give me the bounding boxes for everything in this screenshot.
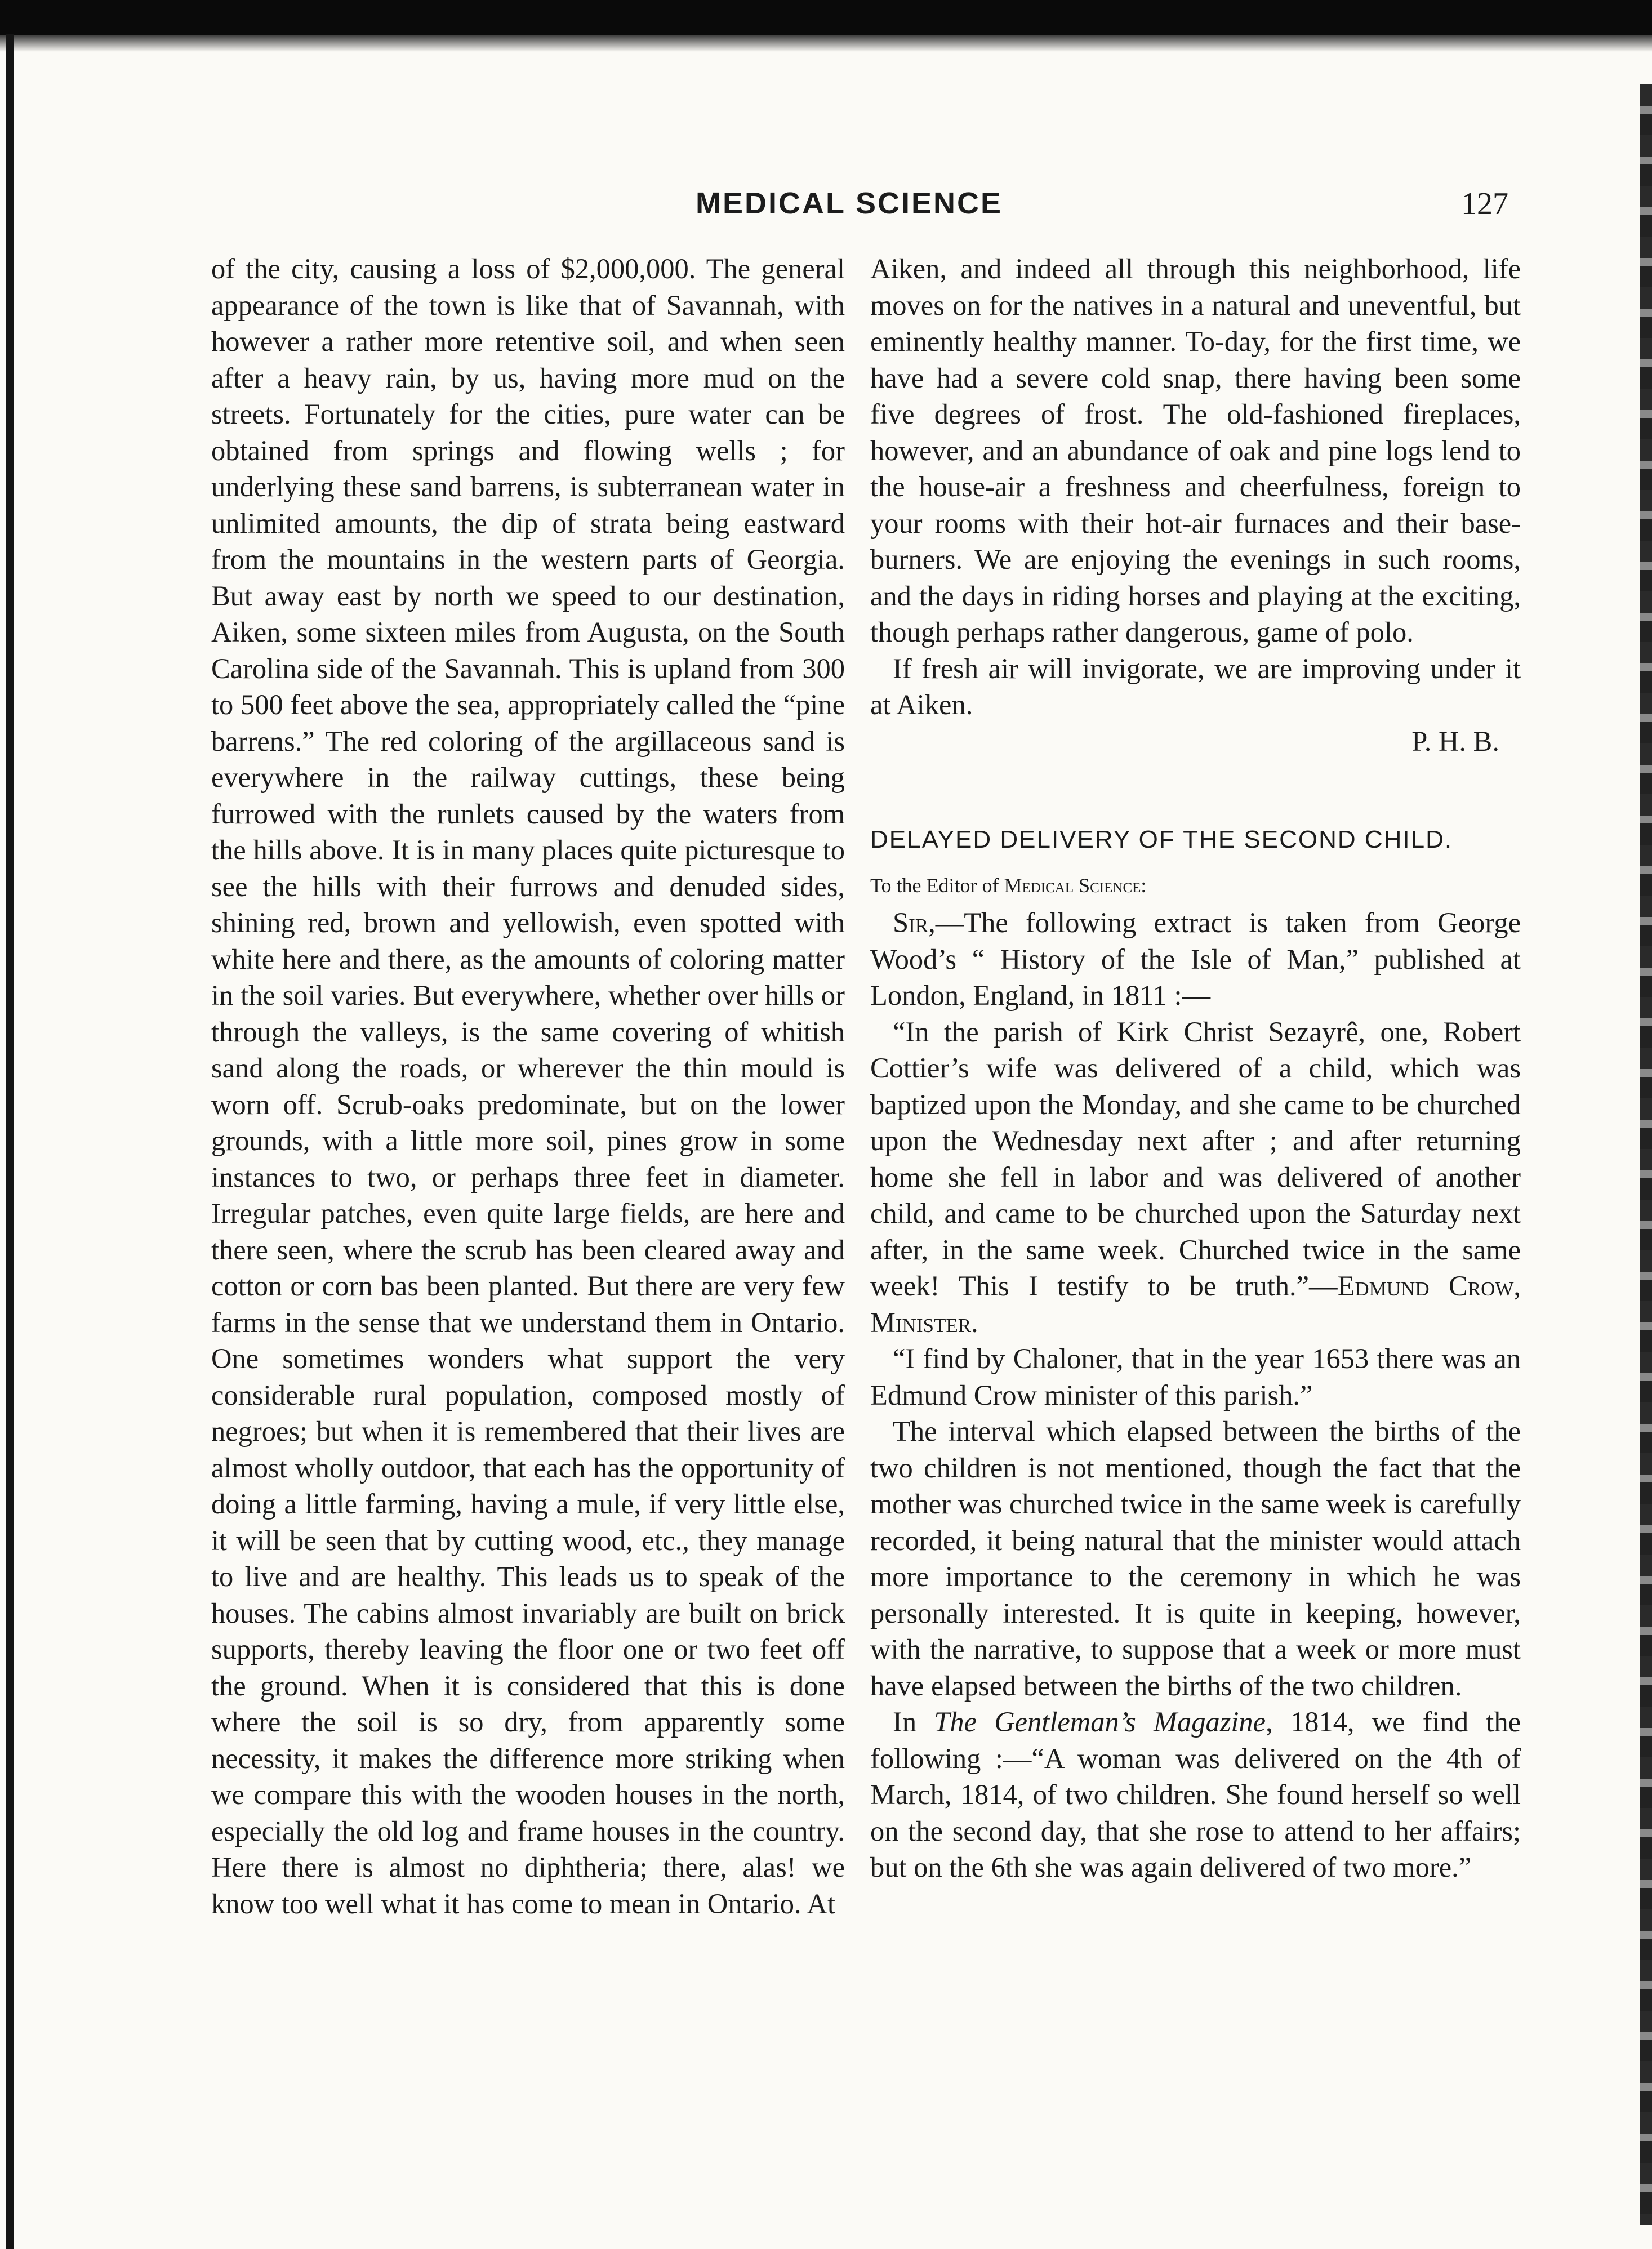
left-column [211, 251, 845, 1922]
magazine-quote: , 1814, we find the following :—“A woman was delivered on the 4th of March, 1814, of two children. She found herself so well on the second day, that she rose to attend to her affairs; but on the 6th she was again delivered of two more.” [870, 1706, 1521, 1883]
scan-right-edge [1640, 84, 1652, 2225]
scan-top-edge [0, 0, 1652, 35]
intro-paragraph [870, 905, 1521, 1014]
editor-address [870, 871, 1521, 900]
intro-text: —The following extract is taken from George Wood’s “ History of the Isle of Man,” published at London, England, in 1811 :— [870, 907, 1521, 1011]
quote-attribution: Edmund Crow, Minister. [870, 1270, 1521, 1338]
right-column [870, 251, 1521, 1886]
author-initials: P. H. B. [1411, 725, 1499, 757]
editor-address-prefix: To the Editor of [870, 874, 999, 897]
aiken-paragraph: Aiken, and indeed all through this neighborhood, life moves on for the natives in a natural and uneventful, but eminently healthy manner. To-day, for the first time, we have had a severe cold snap, there having been some five degrees of frost. The old-fashioned fireplaces, however, and an abundance of oak and pine logs lend to the house-air a freshness and cheerfulness, foreign to your rooms with their hot-air furnaces and their base-burners. We are enjoying the evenings in such rooms, and the days in riding horses and playing at the exciting, though perhaps rather dangerous, game of polo. [870, 253, 1521, 648]
magazine-prefix: In [893, 1706, 917, 1738]
article-title: DELAYED DELIVERY OF THE SECOND CHILD. [870, 826, 1453, 853]
magazine-title: The Gentleman’s Magazine [934, 1706, 1266, 1738]
journal-name: Medical Science: [1004, 874, 1147, 897]
gentlemans-magazine-paragraph [870, 1704, 1521, 1886]
running-head: MEDICAL SCIENCE [696, 186, 1003, 220]
closing-paragraph: If fresh air will invigorate, we are improving under it at Aiken. [870, 652, 1521, 720]
page-number: 127 [1461, 186, 1508, 221]
scan-left-edge [6, 34, 14, 2249]
chaloner-quote: “I find by Chaloner, that in the year 1653 there was an Edmund Crow minister of this parish.” [870, 1343, 1521, 1411]
quoted-record [870, 1014, 1521, 1341]
scan-top-shadow [0, 35, 1652, 52]
interval-paragraph: The interval which elapsed between the births of the two children is not mentioned, though the fact that the mother was churched twice in the same week is carefully recorded, it being natural that the minister would attach more importance to the ceremony in which he was personally interested. It is quite in keeping, however, with the narrative, to suppose that a week or more must have elapsed between the births of the two children. [870, 1415, 1521, 1702]
left-column-text: of the city, causing a loss of $2,000,000. The general appearance of the town is like that of Savannah, with however a rather more retentive soil, and when seen after a heavy rain, by us, having more mud on the streets. Fortunately for the cities, pure water can be obtained from springs and flowing wells ; for underlying these sand barrens, is subterranean water in unlimited amounts, the dip of strata being eastward from the mountains in the western parts of Georgia. But away east by north we speed to our destination, Aiken, some sixteen miles from Augusta, on the South Carolina side of the Savannah. This is upland from 300 to 500 feet above the sea, appropriately called the “pine barrens.” The red coloring of the argillaceous sand is everywhere in the railway cuttings, these being furrowed with the runlets caused by the waters from the hills above. It is in many places quite picturesque to see the hills with their furrows and denuded sides, shining red, brown and yellowish, even spotted with white here and there, as the amounts of coloring matter in the soil varies. But everywhere, whether over hills or through the valleys, is the same covering of whitish sand along the roads, or wherever the thin mould is worn off. Scrub-oaks predominate, but on the lower grounds, with a little more soil, pines grow in some instances to two, or perhaps three feet in diameter. Irregular patches, even quite large fields, are here and there seen, where the scrub has been cleared away and cotton or corn bas been planted. But there are very few farms in the sense that we understand them in Ontario. One sometimes wonders what support the very considerable rural population, composed mostly of negroes; but when it is remembered that their lives are almost wholly outdoor, that each has the opportunity of doing a little farming, having a mule, if very little else, it will be seen that by cutting wood, etc., they manage to live and are healthy. This leads us to speak of the houses. The cabins almost invariably are built on brick supports, thereby leaving the floor one or two feet off the ground. When it is considered that this is done where the soil is so dry, from apparently some necessity, it makes the difference more striking when we compare this with the wooden houses in the north, especially the old log and frame houses in the country. Here there is almost no diphtheria; there, alas! we know too well what it has come to mean in Ontario. At [211, 253, 845, 1920]
quoted-record-text: “In the parish of Kirk Christ Sezayrê, one, Robert Cottier’s wife was delivered of a child, which was baptized upon the Monday, and she came to be churched upon the Wednesday next after ; and after returning home she fell in labor and was delivered of another child, and came to be churched upon the Saturday next after, in the same week. Churched twice in the same week! This I testify to be truth.”— [870, 1016, 1521, 1302]
salutation: Sir, [893, 907, 936, 938]
